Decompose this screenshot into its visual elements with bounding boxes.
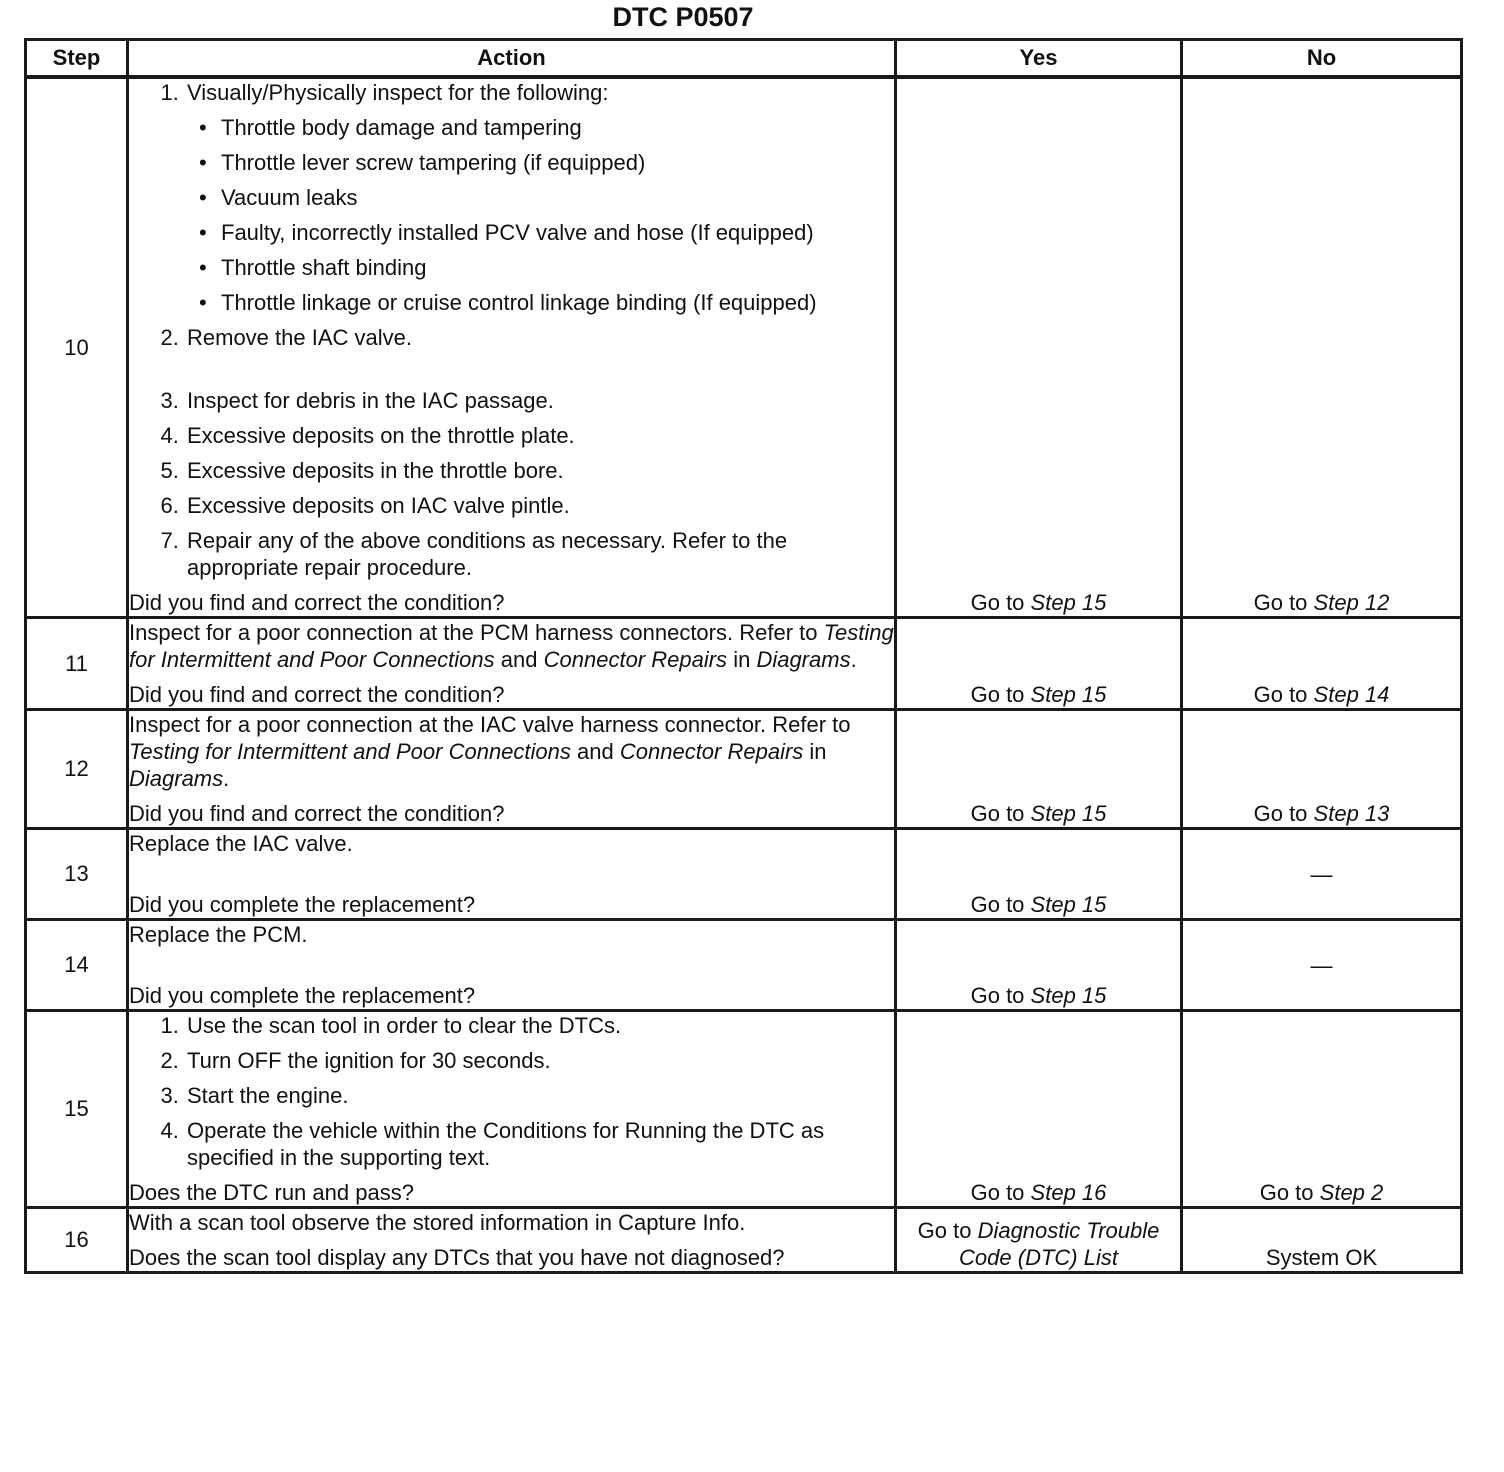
yes-cell [896,920,1182,1011]
step-link[interactable]: Step 15 [1030,682,1107,707]
yes-cell [896,618,1182,710]
step-number: 16 [26,1208,128,1273]
action-line: Inspect for a poor connection at the IAC valve harness connector. Refer to [129,712,851,737]
table-row-step-16 [26,1208,1462,1273]
question-text: Does the DTC run and pass? [129,1180,414,1205]
step-number: 12 [26,710,128,829]
question-text: Did you find and correct the condition? [129,590,505,615]
go-to-text: Go to [1253,801,1308,826]
header-yes: Yes [896,40,1182,78]
conjunction-text: and [577,739,614,764]
go-to-text: Go to [917,1218,972,1243]
yes-cell [896,1011,1182,1208]
table-header-row [26,40,1462,78]
no-cell: — [1182,920,1462,1011]
bullet-item: • Throttle shaft binding [221,254,894,281]
step-link[interactable]: Step 16 [1030,1180,1107,1205]
action-list [129,79,894,581]
no-cell: System OK [1182,1208,1462,1273]
table-row-step-15 [26,1011,1462,1208]
no-cell [1182,1011,1462,1208]
action-line: Inspect for a poor connection at the PCM harness connectors. Refer to [129,620,818,645]
reference-link[interactable]: Testing for Intermittent and Poor Connections [129,620,894,672]
list-item: 1. Use the scan tool in order to clear the DTCs. [185,1012,894,1039]
reference-link[interactable]: Connector Repairs [619,739,804,764]
action-text [129,711,894,792]
table-row-step-10 [26,77,1462,618]
step-link[interactable]: Step 15 [1030,892,1107,917]
go-to-text: Go to [970,983,1025,1008]
question-text: Did you find and correct the condition? [129,801,505,826]
bullet-item: • Throttle linkage or cruise control linkage binding (If equipped) [221,289,894,316]
list-item: 5. Excessive deposits in the throttle bore. [185,457,894,484]
conjunction-text: and [500,647,538,672]
spacer [129,857,894,891]
yes-cell [896,1208,1182,1273]
action-text: Replace the IAC valve. [129,831,353,856]
go-to-text: Go to [970,1180,1025,1205]
step-number: 15 [26,1011,128,1208]
step-link[interactable]: Step 15 [1030,983,1107,1008]
bullet-item: • Throttle lever screw tampering (if equipped) [221,149,894,176]
action-cell [128,829,896,920]
step-link[interactable]: Step 15 [1030,801,1107,826]
action-cell [128,920,896,1011]
go-to-text: Go to [970,892,1025,917]
list-item: 7. Repair any of the above conditions as necessary. Refer to the appropriate repair procedure. [185,527,894,581]
table-row-step-12 [26,710,1462,829]
list-item [185,79,894,316]
no-cell [1182,618,1462,710]
bullet-list [187,114,894,316]
no-cell [1182,77,1462,618]
period-text: . [850,647,857,672]
go-to-text: Go to [1259,1180,1314,1205]
reference-link[interactable]: Diagrams [756,647,851,672]
action-cell [128,618,896,710]
action-cell [128,1208,896,1273]
action-list [129,1012,894,1171]
go-to-text: Go to [970,590,1025,615]
action-text: Replace the PCM. [129,922,308,947]
step-link[interactable]: Step 14 [1313,682,1390,707]
header-no: No [1182,40,1462,78]
reference-link[interactable]: Connector Repairs [543,647,728,672]
step-number: 11 [26,618,128,710]
bullet-item: • Throttle body damage and tampering [221,114,894,141]
bullet-item: • Vacuum leaks [221,184,894,211]
question-text: Did you find and correct the condition? [129,682,505,707]
reference-link[interactable]: Diagrams [129,766,224,791]
list-item-text: Visually/Physically inspect for the following: [187,80,609,105]
list-item: 4. Excessive deposits on the throttle plate. [185,422,894,449]
question-text: Does the scan tool display any DTCs that you have not diagnosed? [129,1245,785,1270]
dtc-list-link[interactable]: Diagnostic Trouble Code (DTC) List [959,1218,1160,1270]
action-cell [128,1011,896,1208]
spacer [129,948,894,982]
header-step: Step [26,40,128,78]
table-row-step-13 [26,829,1462,920]
yes-cell [896,710,1182,829]
action-cell [128,710,896,829]
question-text: Did you complete the replacement? [129,892,476,917]
list-item: 3. Start the engine. [185,1082,894,1109]
conjunction-text: in [809,739,827,764]
step-link[interactable]: Step 15 [1030,590,1107,615]
action-text: With a scan tool observe the stored information in Capture Info. [129,1210,746,1235]
step-number: 10 [26,77,128,618]
step-number: 14 [26,920,128,1011]
yes-cell [896,77,1182,618]
question-text: Did you complete the replacement? [129,983,476,1008]
bullet-item: • Faulty, incorrectly installed PCV valve and hose (If equipped) [221,219,894,246]
list-item: 4. Operate the vehicle within the Conditions for Running the DTC as specified in the supporting text. [185,1117,894,1171]
header-action: Action [128,40,896,78]
go-to-text: Go to [970,682,1025,707]
table-row-step-14 [26,920,1462,1011]
page-title: DTC P0507 [612,2,754,32]
list-item: 2. Turn OFF the ignition for 30 seconds. [185,1047,894,1074]
conjunction-text: in [733,647,751,672]
step-link[interactable]: Step 2 [1319,1180,1384,1205]
reference-link[interactable]: Testing for Intermittent and Poor Connections [129,739,571,764]
list-item: 6. Excessive deposits on IAC valve pintle. [185,492,894,519]
action-text [129,619,894,673]
table-row-step-11 [26,618,1462,710]
go-to-text: Go to [1253,682,1308,707]
period-text: . [223,766,230,791]
list-item: 3. Inspect for debris in the IAC passage. [185,387,894,414]
list-item: 2. Remove the IAC valve. [185,324,894,351]
diagnostic-table [24,38,1463,1274]
action-cell [128,77,896,618]
go-to-text: Go to [970,801,1025,826]
yes-cell [896,829,1182,920]
go-to-text: Go to [1253,590,1308,615]
no-cell [1182,710,1462,829]
step-link[interactable]: Step 12 [1313,590,1390,615]
step-number: 13 [26,829,128,920]
step-link[interactable]: Step 13 [1313,801,1390,826]
no-cell: — [1182,829,1462,920]
